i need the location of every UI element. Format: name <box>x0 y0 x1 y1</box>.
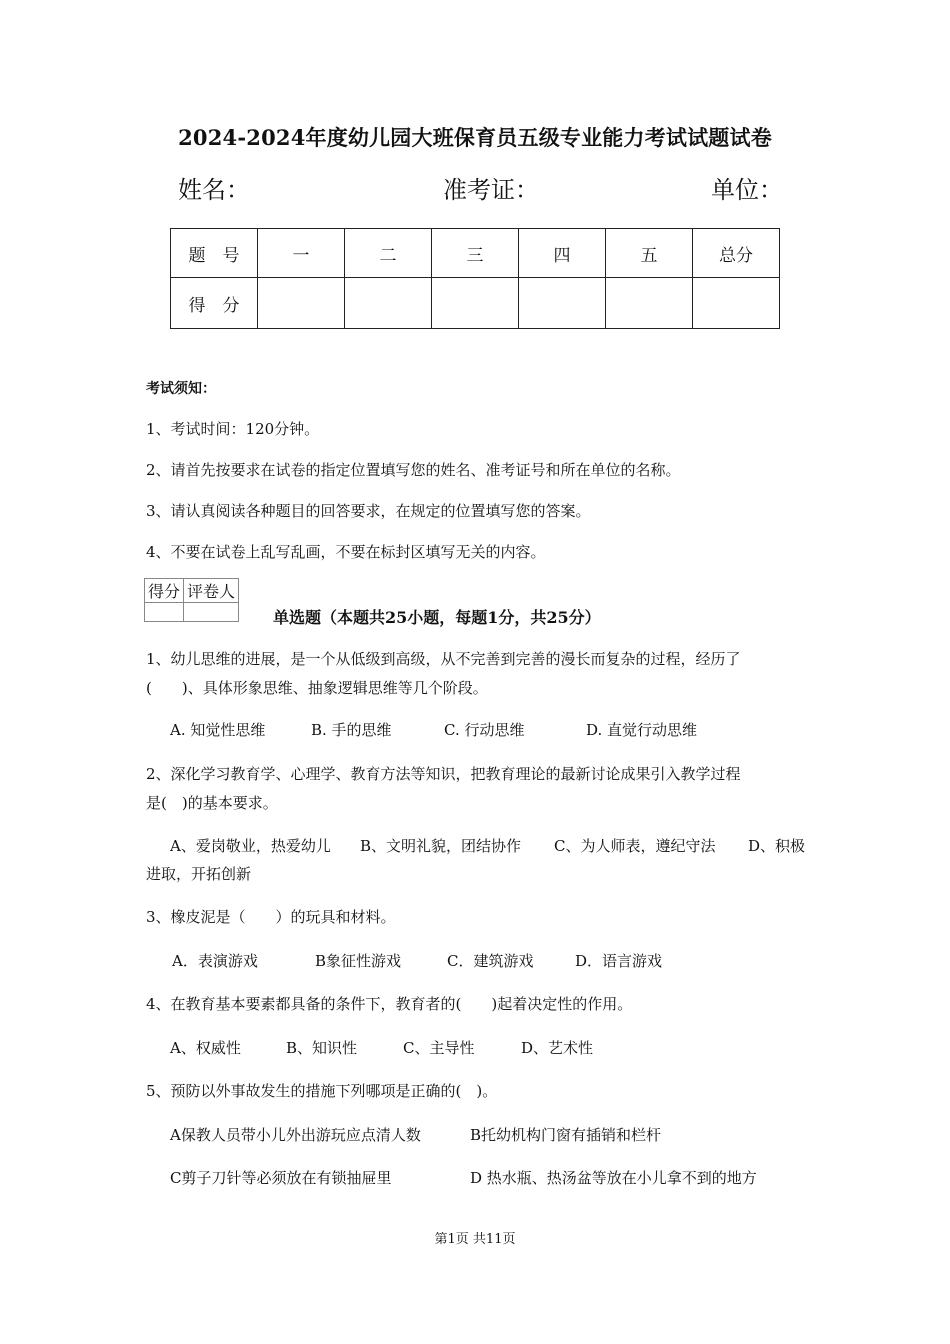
option-b: B、文明礼貌，团结协作 <box>360 837 522 855</box>
score-table-cell: 得 分 <box>171 278 258 329</box>
score-input-cell[interactable] <box>606 278 693 329</box>
question-stem: 是( )的基本要求。 <box>146 794 278 812</box>
grader-reviewer-label: 评卷人 <box>184 579 239 603</box>
option-c: C. 行动思维 <box>444 721 525 739</box>
question-stem: 4、在教育基本要素都具备的条件下，教育者的( )起着决定性的作用。 <box>146 995 633 1013</box>
option-a: A保教人员带小儿外出游玩应点清人数 <box>170 1126 421 1144</box>
score-table-cell: 题 号 <box>171 229 258 278</box>
score-table-header-row <box>171 229 780 278</box>
document-title: 2024-2024年度幼儿园大班保育员五级专业能力考试试题试卷 <box>178 125 772 150</box>
question-stem: 2、深化学习教育学、心理学、教育方法等知识，把教育理论的最新讨论成果引入教学过程 <box>146 765 741 783</box>
option-d: D、艺术性 <box>521 1039 594 1057</box>
option-d: D. 直觉行动思维 <box>586 721 698 739</box>
score-table-score-row <box>171 278 780 329</box>
option-a: A、爱岗敬业，热爱幼儿 <box>170 837 331 855</box>
score-input-cell[interactable] <box>345 278 432 329</box>
option-d-continued: 进取，开拓创新 <box>146 865 252 883</box>
score-table-cell: 总分 <box>693 229 780 278</box>
score-input-cell[interactable] <box>519 278 606 329</box>
option-c: C、为人师表，遵纪守法 <box>554 837 716 855</box>
name-label: 姓名： <box>178 176 250 204</box>
score-table <box>170 228 780 329</box>
unit-label: 单位： <box>711 176 783 204</box>
score-table-cell: 三 <box>432 229 519 278</box>
grader-box <box>144 578 239 622</box>
grader-score-cell[interactable] <box>145 603 184 622</box>
question-stem: ( )、具体形象思维、抽象逻辑思维等几个阶段。 <box>146 679 488 697</box>
score-input-cell[interactable] <box>258 278 345 329</box>
option-d: D 热水瓶、热汤盆等放在小儿拿不到的地方 <box>470 1169 757 1187</box>
option-a: A、权威性 <box>170 1039 241 1057</box>
grader-score-label: 得分 <box>145 579 184 603</box>
question-stem: 1、幼儿思维的进展，是一个从低级到高级，从不完善到完善的漫长而复杂的过程，经历了 <box>146 650 741 668</box>
score-table-cell: 一 <box>258 229 345 278</box>
option-b: B、知识性 <box>286 1039 358 1057</box>
option-c: C剪子刀针等必须放在有锁抽屉里 <box>170 1169 392 1187</box>
section-title: 单选题（本题共25小题，每题1分，共25分） <box>273 608 601 627</box>
option-a: A．表演游戏 <box>172 952 258 970</box>
page-footer: 第1页 共11页 <box>434 1232 516 1247</box>
score-table-cell: 二 <box>345 229 432 278</box>
option-b: B托幼机构门窗有插销和栏杆 <box>470 1126 662 1144</box>
question-stem: 5、预防以外事故发生的措施下列哪项是正确的( )。 <box>146 1082 498 1100</box>
option-d: D、积极 <box>748 837 806 855</box>
score-table-cell: 四 <box>519 229 606 278</box>
option-b: B. 手的思维 <box>311 721 392 739</box>
notice-item: 4、不要在试卷上乱写乱画，不要在标封区填写无关的内容。 <box>146 543 546 561</box>
question-stem: 3、橡皮泥是（ ）的玩具和材料。 <box>146 908 396 926</box>
notice-item: 3、请认真阅读各种题目的回答要求，在规定的位置填写您的答案。 <box>146 502 591 520</box>
score-input-cell[interactable] <box>693 278 780 329</box>
score-input-cell[interactable] <box>432 278 519 329</box>
notice-item: 1、考试时间：120分钟。 <box>146 420 320 438</box>
score-table-cell: 五 <box>606 229 693 278</box>
notice-title: 考试须知： <box>146 381 216 397</box>
option-a: A. 知觉性思维 <box>170 721 266 739</box>
option-c: C．建筑游戏 <box>447 952 534 970</box>
option-b: B象征性游戏 <box>315 952 402 970</box>
grader-reviewer-cell[interactable] <box>184 603 239 622</box>
option-c: C、主导性 <box>403 1039 475 1057</box>
option-d: D．语言游戏 <box>575 952 663 970</box>
exam-number-label: 准考证： <box>443 176 539 204</box>
notice-item: 2、请首先按要求在试卷的指定位置填写您的姓名、准考证号和所在单位的名称。 <box>146 461 681 479</box>
